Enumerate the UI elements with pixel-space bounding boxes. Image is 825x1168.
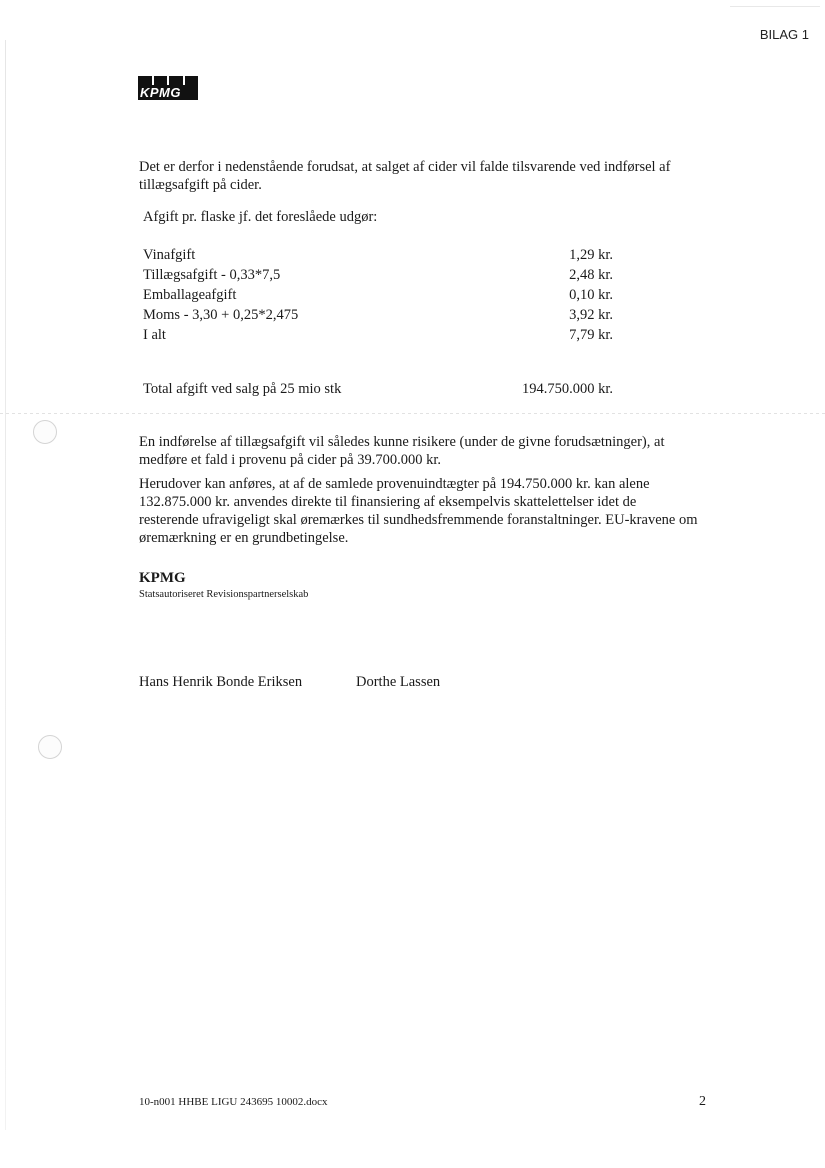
- total-value: 194.750.000 kr.: [521, 381, 613, 397]
- row-value: 1,29 kr.: [569, 247, 613, 263]
- annex-label: BILAG 1: [759, 27, 809, 42]
- further-paragraph: Herudover kan anføres, at af de samlede provenuindtægter på 194.750.000 kr. kan alene 132.875.000 kr. anvendes direkte til finansiering af eksempelvis skattelettelser idet de resterende ufravigeligt skal øremærkes til sundhedsfremmende foranstaltninger. EU-kravene om øremærkning er en grundbetingelse.: [139, 476, 698, 546]
- row-value: 2,48 kr.: [569, 267, 613, 283]
- scan-artifact-line: [0, 413, 825, 414]
- total-label: Total afgift ved salg på 25 mio stk: [143, 381, 342, 397]
- row-value: 7,79 kr.: [569, 327, 613, 343]
- afgift-row: [143, 305, 613, 325]
- page-number: 2: [699, 1094, 706, 1109]
- scan-edge-top: [730, 6, 820, 7]
- row-label: Moms - 3,30 + 0,25*2,475: [143, 307, 299, 323]
- kpmg-logo: [138, 76, 198, 100]
- scan-edge-left: [5, 40, 6, 1130]
- row-label: Emballageafgift: [143, 287, 237, 303]
- afgift-row-total: [143, 325, 613, 345]
- risk-paragraph: En indførelse af tillægsafgift vil således kunne risikere (under de givne forudsætninger), at medføre et fald i provenu på cider på 39.700.000 kr.: [139, 434, 665, 468]
- signer-name-1: Hans Henrik Bonde Eriksen: [139, 674, 303, 690]
- document-reference: 10-n001 HHBE LIGU 243695 10002.docx: [139, 1096, 328, 1108]
- total-line: [143, 380, 613, 398]
- afgift-row: [143, 245, 613, 265]
- afgift-table: [143, 245, 613, 345]
- row-label: Tillægsafgift - 0,33*7,5: [143, 267, 281, 283]
- signer-name-2: Dorthe Lassen: [356, 674, 441, 690]
- punch-hole-upper: [33, 420, 57, 444]
- row-label: I alt: [143, 327, 166, 343]
- signature-firm-subtitle: Statsautoriseret Revisionspartnerselskab: [139, 589, 309, 600]
- afgift-row: [143, 265, 613, 285]
- row-label: Vinafgift: [143, 247, 196, 263]
- punch-hole-lower: [38, 735, 62, 759]
- afgift-heading: Afgift pr. flaske jf. det foreslåede udgør:: [143, 209, 378, 225]
- row-value: 3,92 kr.: [569, 307, 613, 323]
- signature-firm: KPMG: [139, 570, 186, 586]
- logo-text: KPMG: [138, 85, 198, 100]
- afgift-row: [143, 285, 613, 305]
- logo-bars: [138, 76, 198, 85]
- row-value: 0,10 kr.: [569, 287, 613, 303]
- intro-paragraph: Det er derfor i nedenstående forudsat, at salget af cider vil falde tilsvarende ved indførsel af tillægsafgift på cider.: [139, 159, 671, 193]
